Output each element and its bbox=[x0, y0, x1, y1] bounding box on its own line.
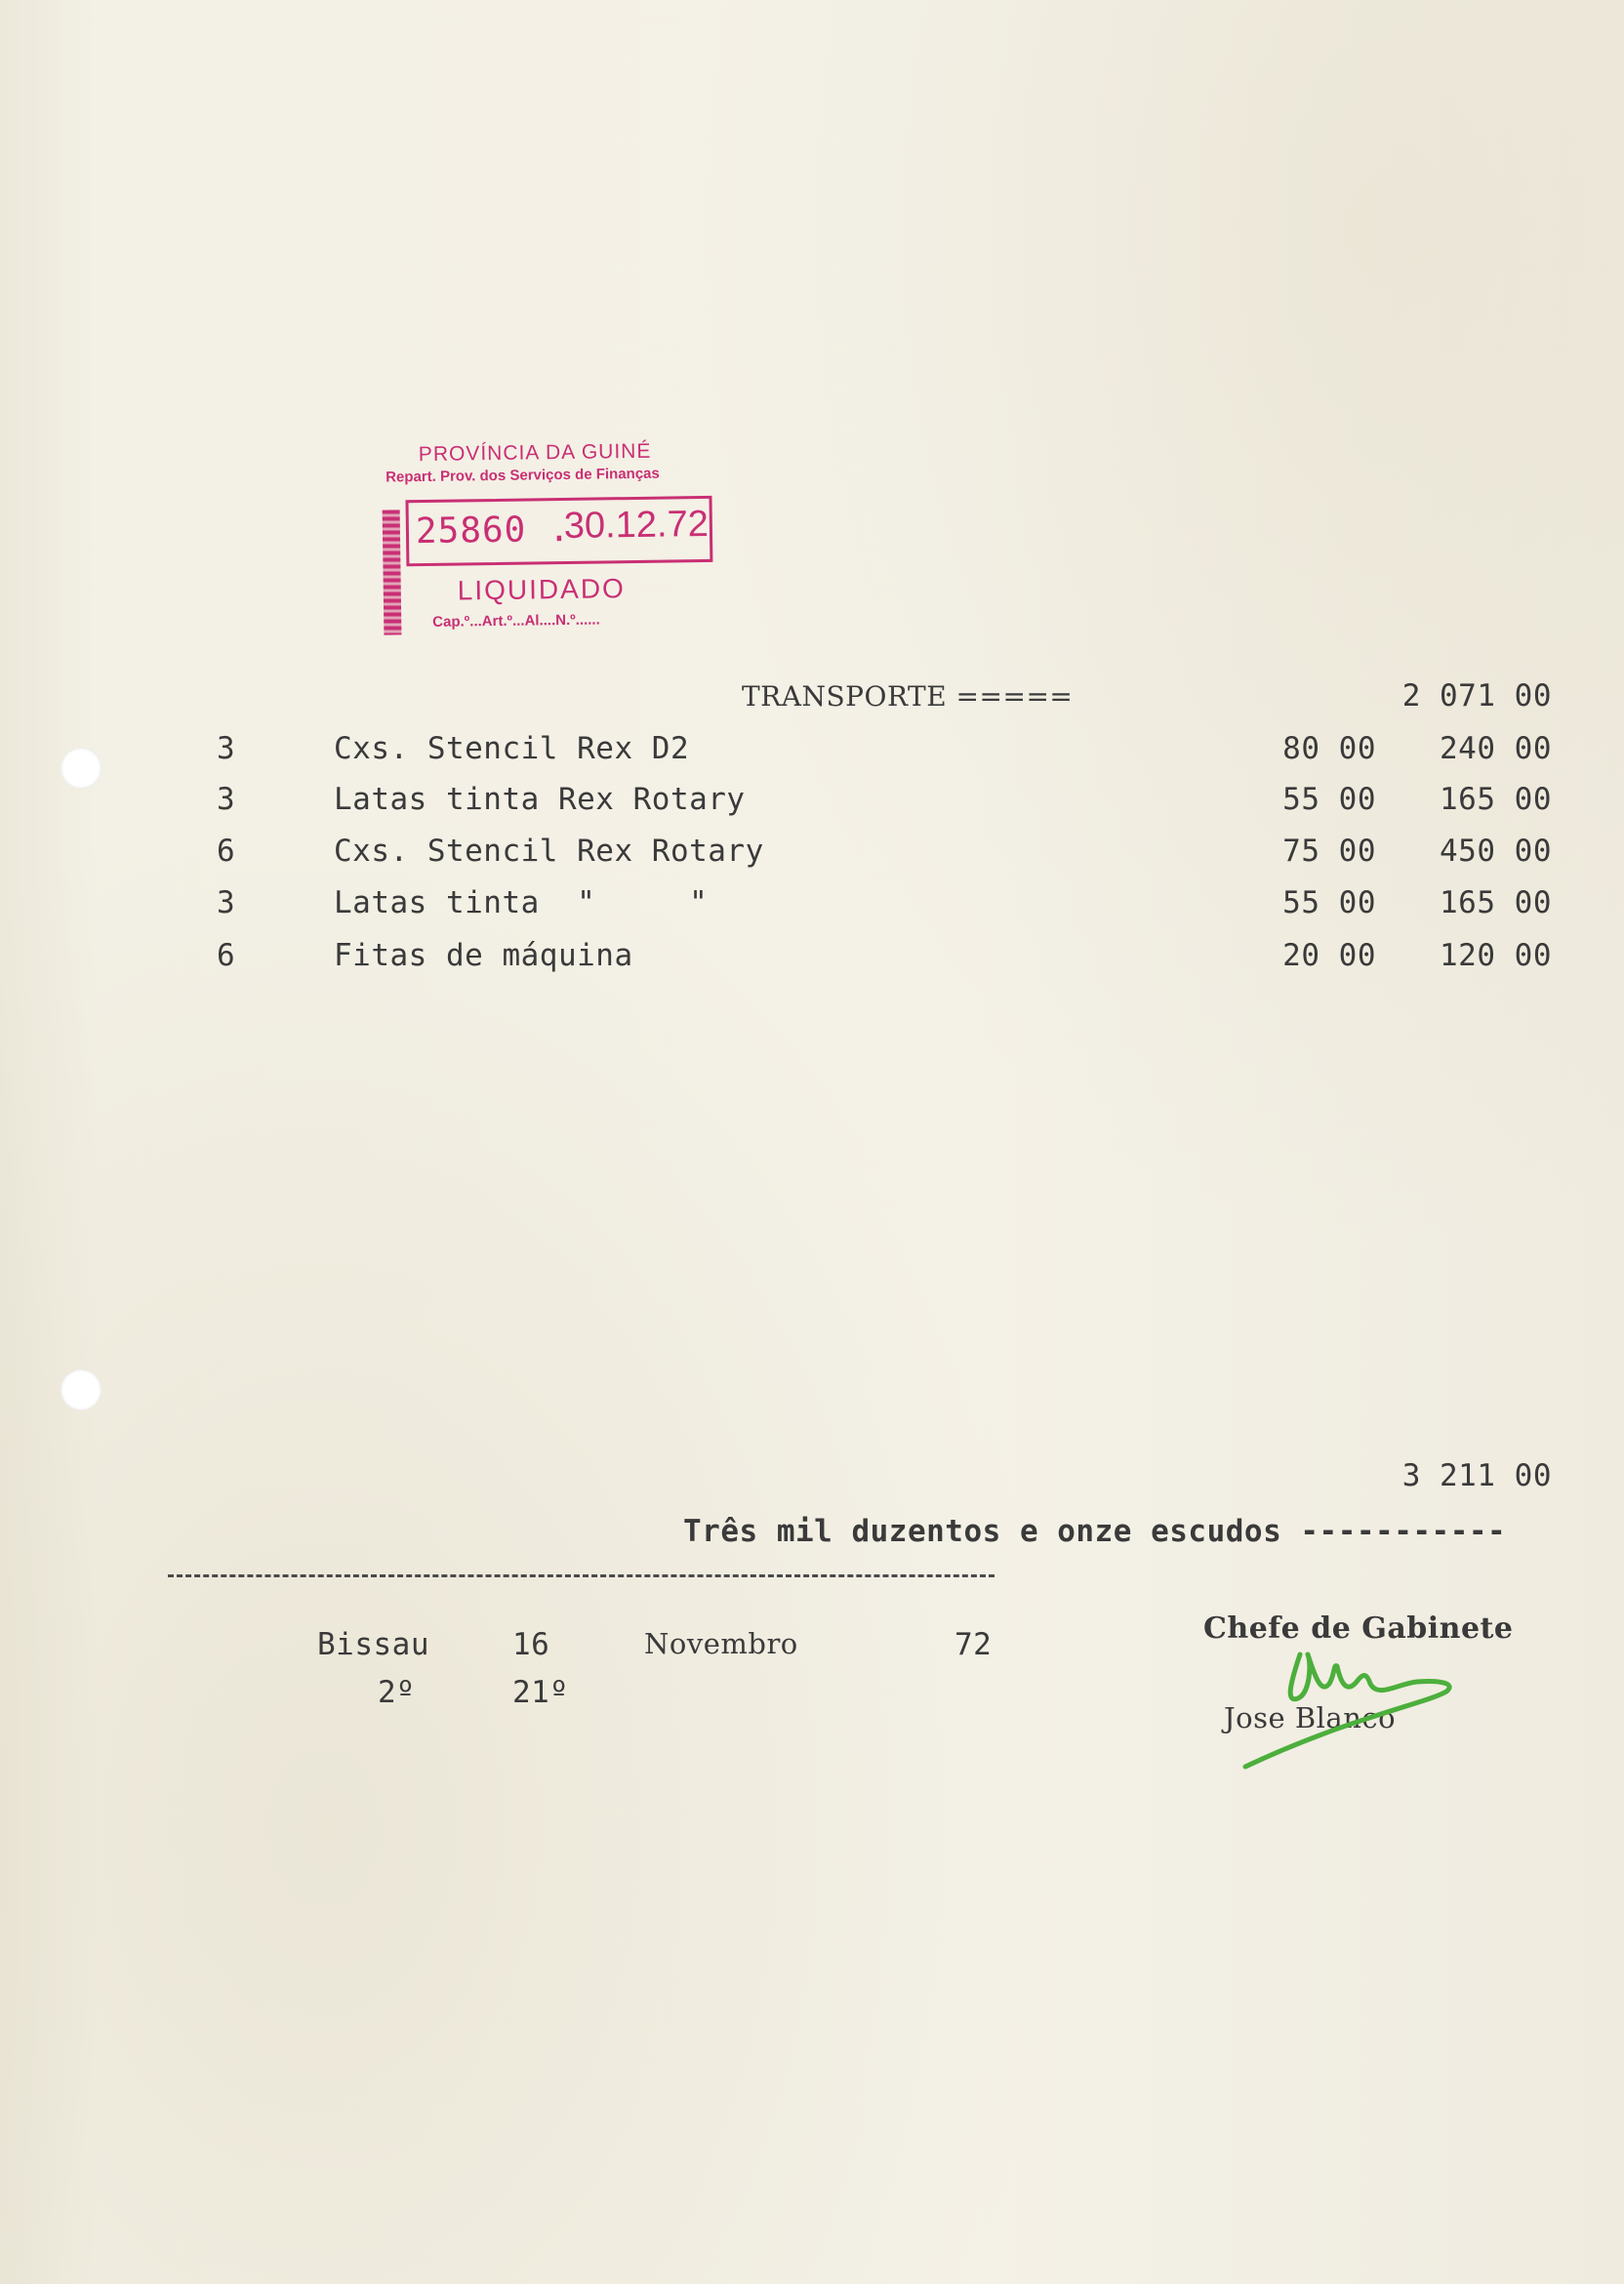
item-description: Fitas de máquina bbox=[334, 938, 633, 973]
punch-hole-top bbox=[61, 748, 102, 789]
item-qty: 3 bbox=[217, 731, 236, 766]
transport-amount: 2 071 00 bbox=[1401, 678, 1552, 714]
item-unit-price: 20 00 bbox=[1282, 938, 1376, 973]
dashed-separator bbox=[168, 1574, 995, 1577]
item-unit-price: 75 00 bbox=[1282, 834, 1376, 869]
item-total: 165 00 bbox=[1440, 782, 1552, 817]
stamp-department: Repart. Prov. dos Serviços de Finanças bbox=[386, 465, 660, 486]
signatory-name: Jose Blanco bbox=[1224, 1701, 1397, 1734]
item-description: Latas tinta Rex Rotary bbox=[334, 782, 746, 817]
reference-1: 2º bbox=[378, 1675, 416, 1710]
date-month: Novembro bbox=[644, 1627, 798, 1660]
signatory-title: Chefe de Gabinete bbox=[1203, 1611, 1514, 1646]
place-city: Bissau bbox=[317, 1627, 429, 1662]
item-unit-price: 80 00 bbox=[1282, 731, 1376, 766]
item-qty: 6 bbox=[217, 834, 236, 869]
item-unit-price: 55 00 bbox=[1282, 782, 1376, 817]
item-description: Cxs. Stencil Rex D2 bbox=[334, 731, 690, 766]
item-total: 120 00 bbox=[1440, 938, 1552, 973]
item-total: 450 00 bbox=[1440, 834, 1552, 869]
item-description: Latas tinta " " bbox=[334, 885, 709, 920]
handwritten-signature bbox=[1232, 1625, 1485, 1772]
liquidado-stamp bbox=[378, 427, 751, 641]
stamp-province: PROVÍNCIA DA GUINÉ bbox=[418, 439, 652, 467]
item-qty: 3 bbox=[217, 885, 236, 920]
reference-2: 21º bbox=[512, 1675, 569, 1710]
item-unit-price: 55 00 bbox=[1282, 885, 1376, 920]
date-day: 16 bbox=[512, 1627, 550, 1662]
stamp-date: 30.12.72 bbox=[563, 503, 710, 547]
item-description: Cxs. Stencil Rex Rotary bbox=[334, 834, 764, 869]
transport-label: TRANSPORTE ===== bbox=[742, 680, 1074, 713]
item-qty: 3 bbox=[217, 782, 236, 817]
stamp-status: LIQUIDADO bbox=[457, 573, 627, 606]
total-in-words: Três mil duzentos e onze escudos ----------- bbox=[683, 1514, 1507, 1549]
item-total: 240 00 bbox=[1440, 731, 1552, 766]
stamp-number: 25860 . bbox=[415, 509, 571, 552]
punch-hole-bottom bbox=[61, 1369, 102, 1410]
stamp-fields: Cap.º...Art.º...Al....N.º...... bbox=[432, 611, 600, 631]
item-total: 165 00 bbox=[1440, 885, 1552, 920]
grand-total: 3 211 00 bbox=[1401, 1458, 1552, 1493]
item-qty: 6 bbox=[217, 938, 236, 973]
date-year: 72 bbox=[954, 1627, 993, 1662]
stamp-ink-bar bbox=[383, 510, 402, 634]
